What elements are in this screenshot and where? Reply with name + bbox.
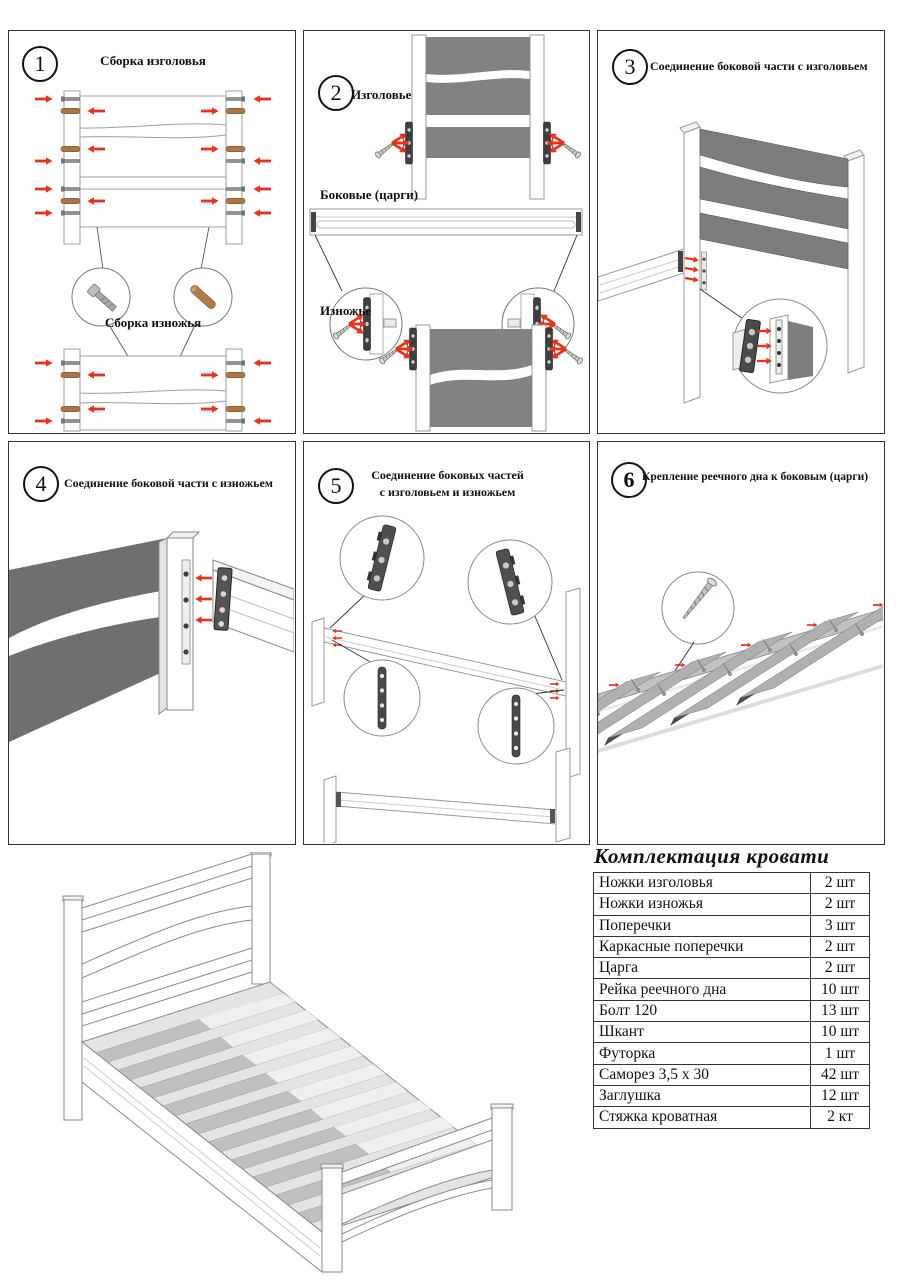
part-qty: 1 шт bbox=[811, 1043, 870, 1064]
table-row bbox=[594, 915, 870, 936]
parts-list bbox=[593, 844, 870, 1129]
screw-detail-circle bbox=[662, 572, 734, 644]
callout-line bbox=[700, 289, 746, 321]
table-row bbox=[594, 979, 870, 1000]
part-qty: 10 шт bbox=[811, 1022, 870, 1043]
step-4-title: Соединение боковой части с изножьем bbox=[64, 476, 273, 490]
part-name: Стяжка кроватная bbox=[594, 1107, 811, 1128]
part-qty: 3 шт bbox=[811, 915, 870, 936]
step-5-number: 5 bbox=[318, 468, 354, 504]
headboard-schematic bbox=[64, 91, 242, 244]
part-name: Ножки изголовья bbox=[594, 873, 811, 894]
step-1-number: 1 bbox=[22, 46, 58, 82]
step-4-illustration bbox=[9, 442, 294, 843]
part-name: Заглушка bbox=[594, 1085, 811, 1106]
step-2-label-headboard: Изголовье bbox=[351, 87, 412, 102]
part-name: Поперечки bbox=[594, 915, 811, 936]
table-row bbox=[594, 958, 870, 979]
step-5-title-line2: с изголовьем и изножьем bbox=[379, 485, 516, 499]
step-1-illustration bbox=[9, 31, 294, 432]
step-3-illustration bbox=[598, 31, 883, 432]
part-qty: 42 шт bbox=[811, 1064, 870, 1085]
side-rail-perspective bbox=[598, 249, 684, 301]
step-1-label-footboard: Сборка изножья bbox=[104, 315, 202, 330]
parts-table bbox=[593, 872, 870, 1129]
footboard-closeup bbox=[9, 532, 199, 742]
part-name: Рейка реечного дна bbox=[594, 979, 811, 1000]
step-4-number: 4 bbox=[23, 466, 59, 502]
step-5-panel bbox=[303, 441, 590, 845]
part-name: Футорка bbox=[594, 1043, 811, 1064]
step-3-panel bbox=[597, 30, 885, 434]
footboard-schematic bbox=[64, 349, 242, 431]
table-row bbox=[594, 1085, 870, 1106]
step-6-number: 6 bbox=[611, 462, 647, 498]
part-qty: 2 шт bbox=[811, 958, 870, 979]
step-4-panel bbox=[8, 441, 296, 845]
table-row bbox=[594, 894, 870, 915]
table-row bbox=[594, 1022, 870, 1043]
part-qty: 2 кт bbox=[811, 1107, 870, 1128]
table-row bbox=[594, 873, 870, 894]
part-name: Каркасные поперечки bbox=[594, 936, 811, 957]
part-name: Саморез 3,5 x 30 bbox=[594, 1064, 811, 1085]
step-1-panel bbox=[8, 30, 296, 434]
step-3-number: 3 bbox=[612, 49, 648, 85]
part-name: Болт 120 bbox=[594, 1000, 811, 1021]
step-2-label-footboard: Изножье bbox=[320, 303, 372, 318]
part-name: Шкант bbox=[594, 1022, 811, 1043]
table-row bbox=[594, 1043, 870, 1064]
step-2-panel bbox=[303, 30, 590, 434]
step-2-label-rails: Боковые (царги) bbox=[320, 187, 419, 202]
step-5-title-line1: Соединение боковых частей bbox=[371, 468, 524, 482]
part-qty: 2 шт bbox=[811, 936, 870, 957]
pin-plate bbox=[182, 560, 190, 664]
part-name: Царга bbox=[594, 958, 811, 979]
step-5-illustration bbox=[304, 442, 588, 843]
side-rail-drawing bbox=[310, 209, 582, 235]
part-qty: 10 шт bbox=[811, 979, 870, 1000]
step-6-illustration bbox=[598, 442, 883, 843]
second-rail-assembly bbox=[324, 748, 570, 843]
step-1-label-headboard: Сборка изголовья bbox=[100, 53, 206, 68]
table-row bbox=[594, 1107, 870, 1128]
table-row bbox=[594, 1000, 870, 1021]
footboard-front-view bbox=[378, 325, 583, 431]
part-name: Ножки изножья bbox=[594, 894, 811, 915]
part-qty: 2 шт bbox=[811, 894, 870, 915]
step-3-title: Соединение боковой части с изголовьем bbox=[650, 59, 868, 73]
part-qty: 12 шт bbox=[811, 1085, 870, 1106]
step-6-panel bbox=[597, 441, 885, 845]
table-row bbox=[594, 1064, 870, 1085]
callout-lines bbox=[315, 235, 577, 291]
assembled-bed-drawing bbox=[22, 852, 597, 1278]
table-row bbox=[594, 936, 870, 957]
part-qty: 13 шт bbox=[811, 1000, 870, 1021]
part-qty: 2 шт bbox=[811, 873, 870, 894]
rail-closeup bbox=[213, 560, 294, 652]
step-6-title: Крепление реечного дна к боковым (царги) bbox=[642, 471, 869, 483]
step-2-number: 2 bbox=[318, 75, 354, 111]
parts-list-title: Комплектация кровати bbox=[594, 844, 830, 868]
headboard-front-view bbox=[374, 35, 581, 199]
